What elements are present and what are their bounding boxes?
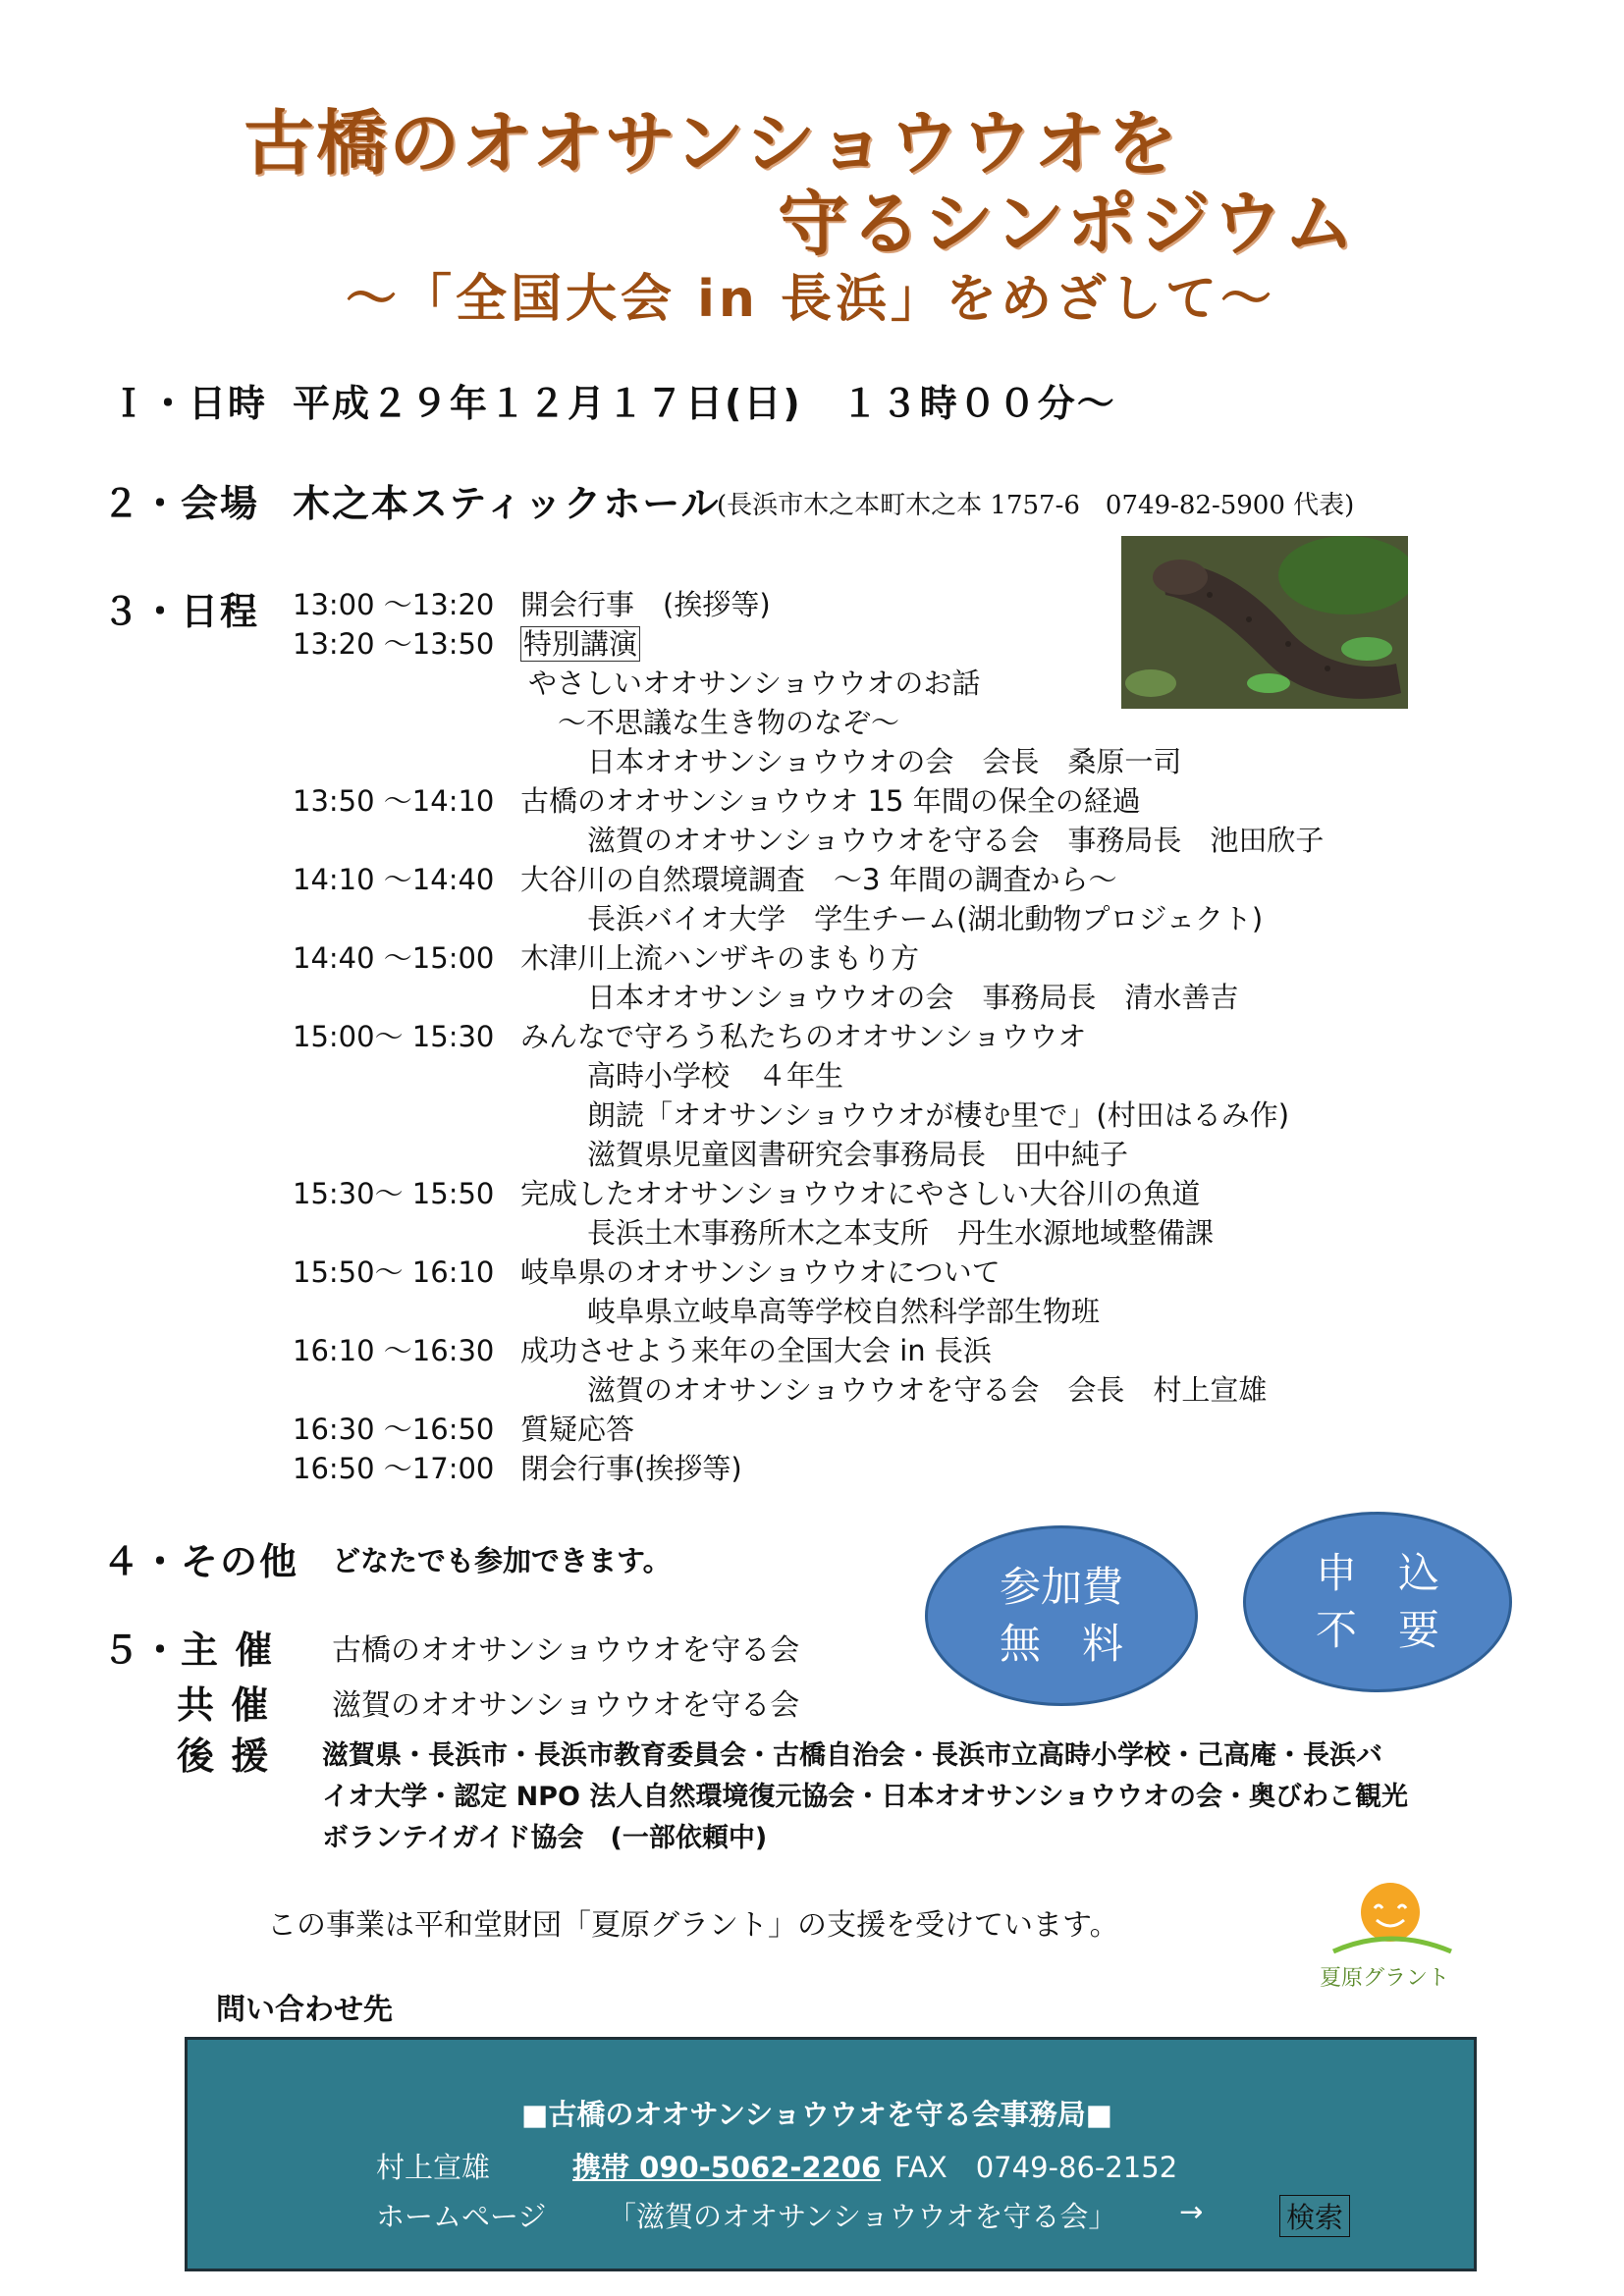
schedule-item: 岐阜県立岐阜高等学校自然科学部生物班 xyxy=(587,1295,1101,1328)
schedule-row xyxy=(293,1056,843,1095)
schedule-item: ～不思議な生き物のなぞ～ xyxy=(558,706,900,739)
schedule-row xyxy=(293,742,1181,781)
sun-icon xyxy=(1314,1865,1469,1963)
schedule-item: 成功させよう来年の全国大会 in 長浜 xyxy=(520,1334,992,1367)
schedule-time: 16:10 ～16:30 xyxy=(293,1334,495,1367)
co-host-label: 共 催 xyxy=(177,1683,271,1727)
schedule-row xyxy=(293,1253,1001,1292)
co-host-name: 滋賀のオオサンショウウオを守る会 xyxy=(332,1688,800,1723)
schedule-row xyxy=(293,1331,992,1370)
fee-free-badge xyxy=(925,1525,1198,1706)
schedule-item: 滋賀県児童図書研究会事務局長 田中純子 xyxy=(587,1138,1129,1171)
homepage-query: 「滋賀のオオサンショウウオを守る会」 xyxy=(608,2200,1117,2233)
schedule-row xyxy=(293,1449,742,1488)
other-note: どなたでも参加できます。 xyxy=(332,1544,672,1577)
contact-box xyxy=(185,2037,1477,2271)
schedule-item: 閉会行事(挨拶等) xyxy=(520,1452,742,1485)
schedule-item: 長浜土木事務所木之本支所 丹生水源地域整備課 xyxy=(587,1216,1215,1250)
subtitle: ～「全国大会 in 長浜」をめざして～ xyxy=(346,270,1276,329)
schedule-row xyxy=(293,899,1263,938)
schedule-row xyxy=(293,1213,1214,1253)
apply-line-2: 不 要 xyxy=(1315,1606,1439,1654)
support-line-1: 滋賀県・長浜市・長浜市教育委員会・古橋自治会・長浜市立高時小学校・己高庵・長浜バ xyxy=(322,1740,1382,1771)
schedule-item: 完成したオオサンショウウオにやさしい大谷川の魚道 xyxy=(520,1177,1201,1210)
schedule-item: 高時小学校 ４年生 xyxy=(587,1059,844,1093)
apply-line-1: 申 込 xyxy=(1315,1549,1439,1597)
schedule-row xyxy=(293,585,771,624)
schedule-time: 15:00～ 15:30 xyxy=(293,1020,495,1053)
schedule-row xyxy=(293,664,980,703)
schedule-row xyxy=(293,1095,1289,1135)
schedule-row xyxy=(293,624,640,664)
venue-address: (長浜市木之本町木之本 1757-6 0749-82-5900 代表) xyxy=(717,491,1355,520)
schedule-time: 16:50 ～17:00 xyxy=(293,1452,495,1485)
contact-org: ■古橋のオオサンショウウオを守る会事務局■ xyxy=(521,2098,1113,2131)
schedule-row xyxy=(293,1370,1267,1410)
schedule-item: 日本オオサンショウウオの会 会長 桑原一司 xyxy=(587,745,1182,778)
schedule-item: 滋賀のオオサンショウウオを守る会 会長 村上宣雄 xyxy=(587,1373,1268,1407)
schedule-row xyxy=(293,1017,1086,1056)
contact-person: 村上宣雄 xyxy=(376,2151,491,2184)
schedule-item: 開会行事 (挨拶等) xyxy=(520,588,771,621)
schedule-item: 岐阜県のオオサンショウウオについて xyxy=(520,1255,1001,1289)
section-1-label: Ｉ・日時 xyxy=(110,382,268,425)
support-label: 後 援 xyxy=(177,1735,271,1778)
schedule-row xyxy=(293,703,899,742)
schedule-time: 15:30～ 15:50 xyxy=(293,1177,495,1210)
schedule-time: 13:50 ～14:10 xyxy=(293,784,495,818)
section-2-label: ２・会場 xyxy=(102,482,260,525)
contact-fax: FAX 0749-86-2152 xyxy=(894,2151,1178,2184)
schedule-item: 日本オオサンショウウオの会 事務局長 清水善吉 xyxy=(587,981,1239,1014)
schedule-time: 16:30 ～16:50 xyxy=(293,1413,495,1446)
schedule-item: 大谷川の自然環境調査 ～3 年間の調査から～ xyxy=(520,863,1117,896)
schedule-row xyxy=(293,938,919,978)
schedule-time: 15:50～ 16:10 xyxy=(293,1255,495,1289)
schedule xyxy=(293,585,1325,1488)
grant-note: この事業は平和堂財団「夏原グラント」の支援を受けています。 xyxy=(267,1908,1119,1943)
schedule-item: 長浜バイオ大学 学生チーム(湖北動物プロジェクト) xyxy=(587,902,1264,935)
grant-logo xyxy=(1314,1865,1469,1993)
schedule-item: みんなで守ろう私たちのオオサンショウウオ xyxy=(520,1020,1087,1053)
support-line-3: ボランテイガイド協会 (一部依頼中) xyxy=(322,1823,768,1853)
homepage-label: ホームページ xyxy=(376,2200,547,2233)
arrow-right-icon: → xyxy=(1179,2195,1204,2228)
date-time: 平成２９年１２月１７日(日) １３時００分～ xyxy=(293,382,1116,425)
schedule-row xyxy=(293,978,1238,1017)
schedule-row xyxy=(293,1174,1200,1213)
contact-mobile: 携帯 090-5062-2206 xyxy=(572,2151,882,2184)
schedule-row xyxy=(293,821,1324,860)
no-application-badge xyxy=(1243,1512,1512,1692)
section-3-label: ３・日程 xyxy=(102,590,260,633)
grant-logo-text: 夏原グラント xyxy=(1320,1966,1450,1991)
host-name: 古橋のオオサンショウウオを守る会 xyxy=(332,1633,800,1668)
schedule-time: 14:40 ～15:00 xyxy=(293,941,495,975)
title-line-2: 守るシンポジウム xyxy=(778,183,1357,265)
section-4-label: ４・その他 xyxy=(102,1540,299,1583)
schedule-row xyxy=(293,1135,1128,1174)
schedule-row xyxy=(293,1410,634,1449)
schedule-time: 13:00 ～13:20 xyxy=(293,588,495,621)
fee-line-1: 参加費 xyxy=(999,1563,1123,1611)
schedule-time: 14:10 ～14:40 xyxy=(293,863,495,896)
contact-heading: 問い合わせ先 xyxy=(216,1993,393,2027)
schedule-item: 滋賀のオオサンショウウオを守る会 事務局長 池田欣子 xyxy=(587,824,1325,857)
schedule-item: 質疑応答 xyxy=(520,1413,635,1446)
schedule-item: 特別講演 xyxy=(520,626,640,662)
fee-line-2: 無 料 xyxy=(999,1620,1123,1668)
schedule-time: 13:20 ～13:50 xyxy=(293,627,495,661)
title-line-1: 古橋のオオサンショウウオを xyxy=(244,102,1180,185)
schedule-row xyxy=(293,1292,1100,1331)
host-label: ５・主 催 xyxy=(102,1629,275,1672)
venue-name: 木之本スティックホール xyxy=(293,482,721,525)
schedule-row xyxy=(293,781,1141,821)
schedule-item: やさしいオオサンショウウオのお話 xyxy=(528,667,981,700)
support-line-2: イオ大学・認定 NPO 法人自然環境復元協会・日本オオサンショウウオの会・奥びわこ観光 xyxy=(322,1782,1408,1812)
schedule-item: 木津川上流ハンザキのまもり方 xyxy=(520,941,920,975)
schedule-item: 古橋のオオサンショウウオ 15 年間の保全の経過 xyxy=(520,784,1141,818)
schedule-row xyxy=(293,860,1117,899)
schedule-item: 朗読「オオサンショウウオが棲む里で」(村田はるみ作) xyxy=(587,1098,1290,1132)
search-button[interactable]: 検索 xyxy=(1279,2195,1350,2237)
